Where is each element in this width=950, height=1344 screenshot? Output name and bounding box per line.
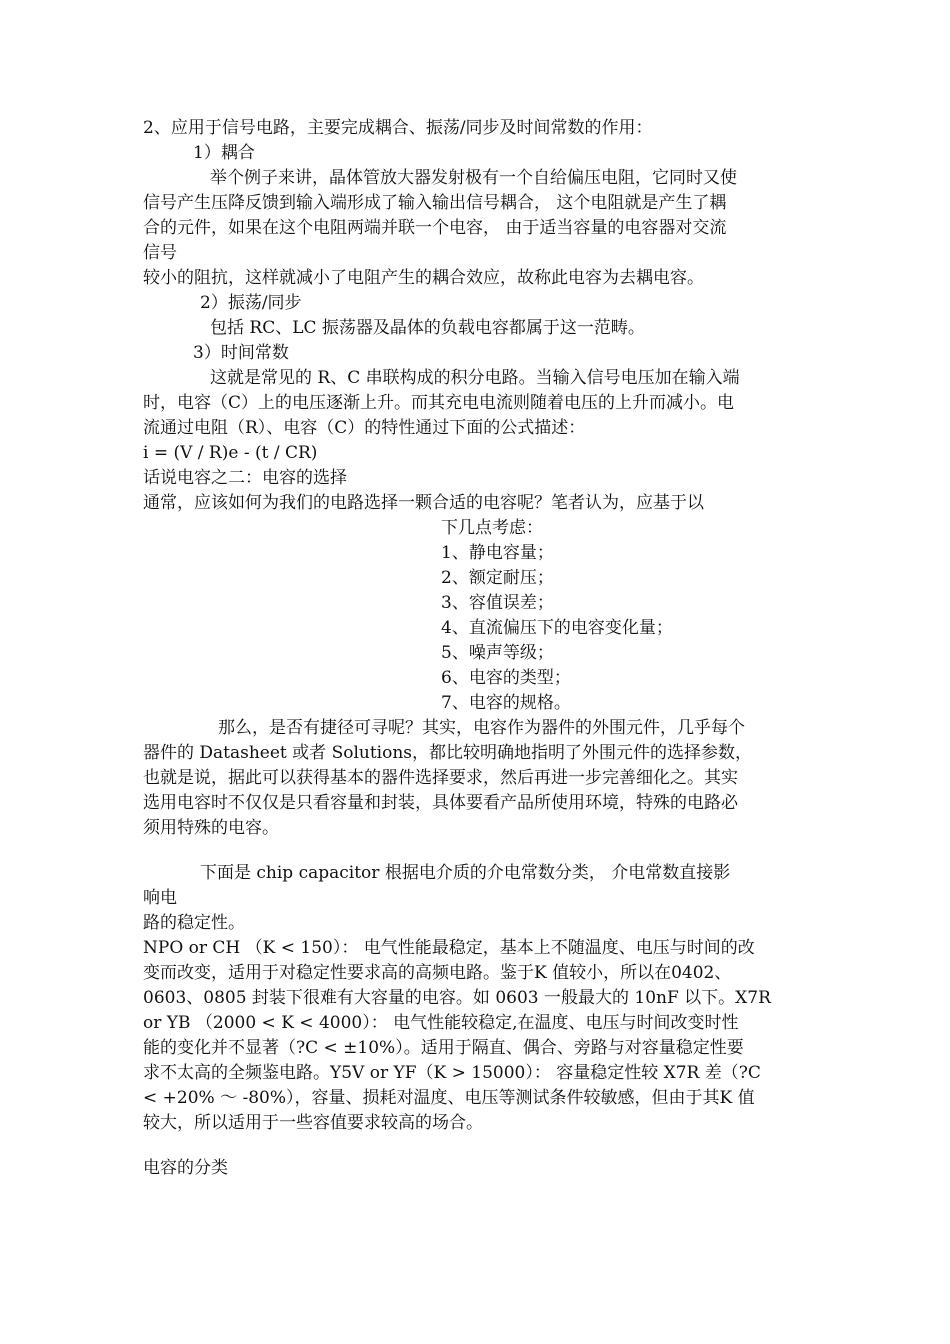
paragraph-line: 这就是常见的 R、C 串联构成的积分电路。当输入信号电压加在输入端: [210, 368, 740, 388]
paragraph-line: 通常，应该如何为我们的电路选择一颗合适的电容呢？笔者认为，应基于以: [143, 493, 704, 513]
paragraph-line: 合的元件，如果在这个电阻两端并联一个电容， 由于适当容量的电容器对交流: [143, 218, 727, 238]
paragraph-line: 较小的阻抗，这样就减小了电阻产生的耦合效应，故称此电容为去耦电容。: [143, 268, 704, 288]
list-item: 1、静电容量；: [441, 543, 554, 563]
subheading: 3）时间常数: [193, 343, 289, 363]
paragraph-line: 须用特殊的电容。: [143, 818, 279, 838]
list-item: 6、电容的类型；: [441, 668, 571, 688]
paragraph-line: NPO or CH （K < 150）： 电气性能最稳定，基本上不随温度、电压与时间的改: [143, 938, 755, 958]
paragraph-line: 2、应用于信号电路，主要完成耦合、振荡/同步及时间常数的作用：: [143, 118, 653, 138]
paragraph-line: 信号产生压降反馈到输入端形成了输入输出信号耦合， 这个电阻就是产生了耦: [143, 193, 727, 213]
list-item: 5、噪声等级；: [441, 643, 554, 663]
paragraph-line: 选用电容时不仅仅是只看容量和封装，具体要看产品所使用环境，特殊的电路必: [143, 793, 738, 813]
formula-line: i = (V / R)e - (t / CR): [143, 443, 318, 463]
section-heading: 话说电容之二：电容的选择: [143, 468, 347, 488]
paragraph-line: 能的变化并不显著（?C < ±10%）。适用于隔直、偶合、旁路与对容量稳定性要: [143, 1038, 744, 1058]
paragraph-line: 下面是 chip capacitor 根据电介质的介电常数分类， 介电常数直接影: [200, 863, 731, 883]
paragraph-line: 响电: [143, 888, 177, 908]
paragraph-line: < +20% ～ -80%），容量、损耗对温度、电压等测试条件较敏感，但由于其K 值: [143, 1088, 755, 1108]
paragraph-line: 那么，是否有捷径可寻呢？其实，电容作为器件的外围元件，几乎每个: [218, 718, 745, 738]
list-item: 4、直流偏压下的电容变化量；: [441, 618, 673, 638]
paragraph-line: 也就是说，据此可以获得基本的器件选择要求，然后再进一步完善细化之。其实: [143, 768, 738, 788]
paragraph-line: 时，电容（C）上的电压逐渐上升。而其充电电流则随着电压的上升而减小。电: [143, 393, 735, 413]
paragraph-line: 下几点考虑：: [441, 518, 543, 538]
list-item: 3、容值误差；: [441, 593, 554, 613]
paragraph-line: 信号: [143, 243, 177, 263]
list-item: 2、额定耐压；: [441, 568, 554, 588]
paragraph-line: 较大，所以适用于一些容值要求较高的场合。: [143, 1113, 483, 1133]
paragraph-line: 举个例子来讲，晶体管放大器发射极有一个自给偏压电阻，它同时又使: [210, 168, 737, 188]
paragraph-line: 流通过电阻（R）、电容（C）的特性通过下面的公式描述：: [143, 418, 586, 438]
subheading: 1）耦合: [193, 143, 255, 163]
paragraph-line: 变而改变，适用于对稳定性要求高的高频电路。鉴于K 值较小，所以在0402、: [143, 963, 732, 983]
paragraph-line: 器件的 Datasheet 或者 Solutions，都比较明确地指明了外围元件的选择参数，: [143, 743, 753, 763]
list-item: 7、电容的规格。: [441, 693, 571, 713]
paragraph-line: 包括 RC、LC 振荡器及晶体的负载电容都属于这一范畴。: [210, 318, 645, 338]
paragraph-line: or YB （2000 < K < 4000）： 电气性能较稳定,在温度、电压与时间改变时性: [143, 1013, 739, 1033]
section-heading: 电容的分类: [143, 1158, 228, 1178]
paragraph-line: 求不太高的全频鉴电路。Y5V or YF（K > 15000）： 容量稳定性较 X7R 差（?C: [143, 1063, 761, 1083]
paragraph-line: 路的稳定性。: [143, 913, 245, 933]
paragraph-line: 0603、0805 封装下很难有大容量的电容。如 0603 一般最大的 10nF 以下。X7R: [143, 988, 771, 1008]
subheading: 2）振荡/同步: [200, 293, 302, 313]
